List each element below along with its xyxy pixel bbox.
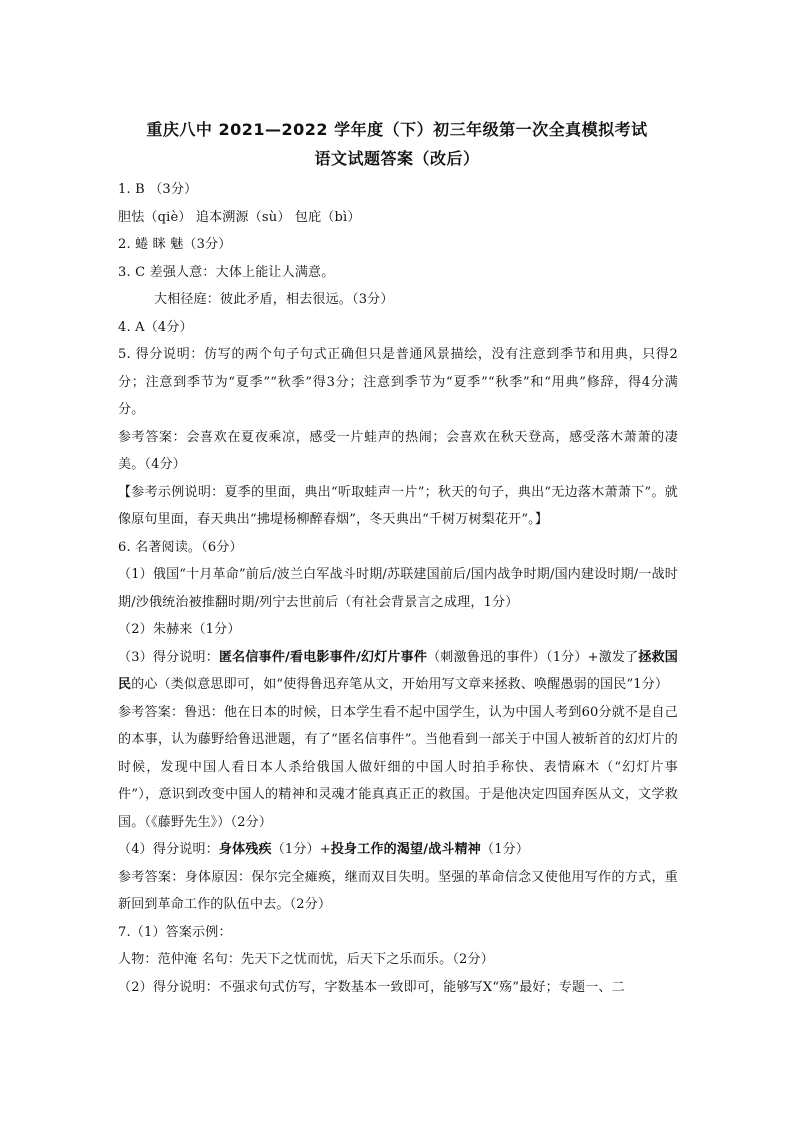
q6-3-bold-events: 匿名信事件/看电影事件/幻灯片事件 (218, 649, 428, 665)
page-subtitle: 语文试题答案（改后） (314, 149, 480, 168)
answer-q7-1: 人物：范仲淹 名句：先天下之忧而忧，后天下之乐而乐。（2分） (118, 952, 494, 967)
answer-q1-head: 1. B （3分） (118, 182, 198, 197)
q6-3-bold-save: 拯救国民 (118, 649, 678, 692)
answer-q7-2: （2）得分说明：不强求句式仿写，字数基本一致即可，能够写X“殇”最好；专题一、二 (118, 979, 625, 995)
answer-q4: 4. A（4分） (118, 319, 193, 335)
page-title: 重庆八中 2021—2022 学年度（下）初三年级第一次全真模拟考试 (146, 120, 648, 139)
answer-q6-4-ref: 参考答案：身体原因：保尔完全瘫痪，继而双目失明。坚强的革命信念又使他用写作的方式，重新回到革命工作的队伍中去。（2分） (118, 869, 678, 912)
answer-q6-head: 6. 名著阅读。（6分） (118, 539, 243, 555)
answer-body (118, 176, 678, 1001)
answer-q5-desc: 5. 得分说明：仿写的两个句子句式正确但只是普通风景描绘，没有注意到季节和用典，只得2分；注意到季节为“夏季”“秋季”得3分；注意到季节为“夏季”“秋季”和“用典”修辞，得4分满分。 (118, 347, 678, 417)
q6-3-middle: （刺激鲁迅的事件）（1分）+激发了 (427, 649, 639, 665)
q6-4-bold-disability: 身体残疾 (218, 842, 272, 857)
answer-q3-a: 3. C 差强人意：大体上能让人满意。 (118, 264, 335, 280)
q6-4-middle: （1分）+ (271, 842, 331, 857)
answer-q6-3-ref: 参考答案：鲁迅：他在日本的时候，日本学生看不起中国学生，认为中国人考到60分就不是自己的本事，认为藤野给鲁迅泄题，有了“匿名信事件”。当他看到一部关于中国人被斩首的幻灯片的时候，发现中国人看日本人杀给俄国人做奸细的中国人时拍手称快、表情麻木（“幻灯片事件”），意识到改变中国人的精神和灵魂才能真真正正的救国。于是他决定四国弃医从文，文学救国。（《藤野先生》）（2分） (118, 704, 678, 830)
q6-3-suffix: 的心（类似意思即可，如“使得鲁迅弃笔从文，开始用写文章来拯救、唤醒愚弱的国民”1分） (131, 677, 669, 692)
answer-q2: 2. 蜷 眯 魅（3分） (118, 237, 232, 252)
answer-q1-detail: 胆怯（qiè） 追本溯源（sù） 包庇（bì） (118, 209, 361, 225)
answer-q6-1: （1）俄国“十月革命”前后/波兰白军战斗时期/苏联建国前后/国内战争时期/国内建设时期/一战时期/沙俄统治被推翻时期/列宁去世前后（有社会背景言之成理，1分） (118, 567, 678, 610)
answer-q6-4 (118, 836, 678, 864)
answer-q5-ref: 参考答案：会喜欢在夏夜乘凉，感受一片蛙声的热闹；会喜欢在秋天登高，感受落木萧萧的凄美。（4分） (118, 429, 678, 472)
answer-q5-note: 【参考示例说明：夏季的里面，典出“听取蛙声一片”；秋天的句子，典出“无边落木萧萧下”。就像原句里面，春天典出“拂堤杨柳醉春烟”，冬天典出“千树万树梨花开”。】 (118, 484, 678, 527)
q6-4-bold-spirit: 投身工作的渴望/战斗精神 (330, 842, 482, 857)
answer-q6-3 (118, 644, 678, 699)
q6-3-prefix: （3）得分说明： (118, 649, 219, 665)
answer-q7-head: 7.（1）答案示例： (118, 924, 232, 940)
q6-4-suffix: （1分） (481, 842, 530, 857)
answer-q6-2: （2）朱赫来（1分） (118, 622, 241, 637)
q6-4-prefix: （4）得分说明： (118, 842, 219, 857)
answer-q3-b: 大相径庭：彼此矛盾，相去很远。（3分） (154, 292, 394, 307)
